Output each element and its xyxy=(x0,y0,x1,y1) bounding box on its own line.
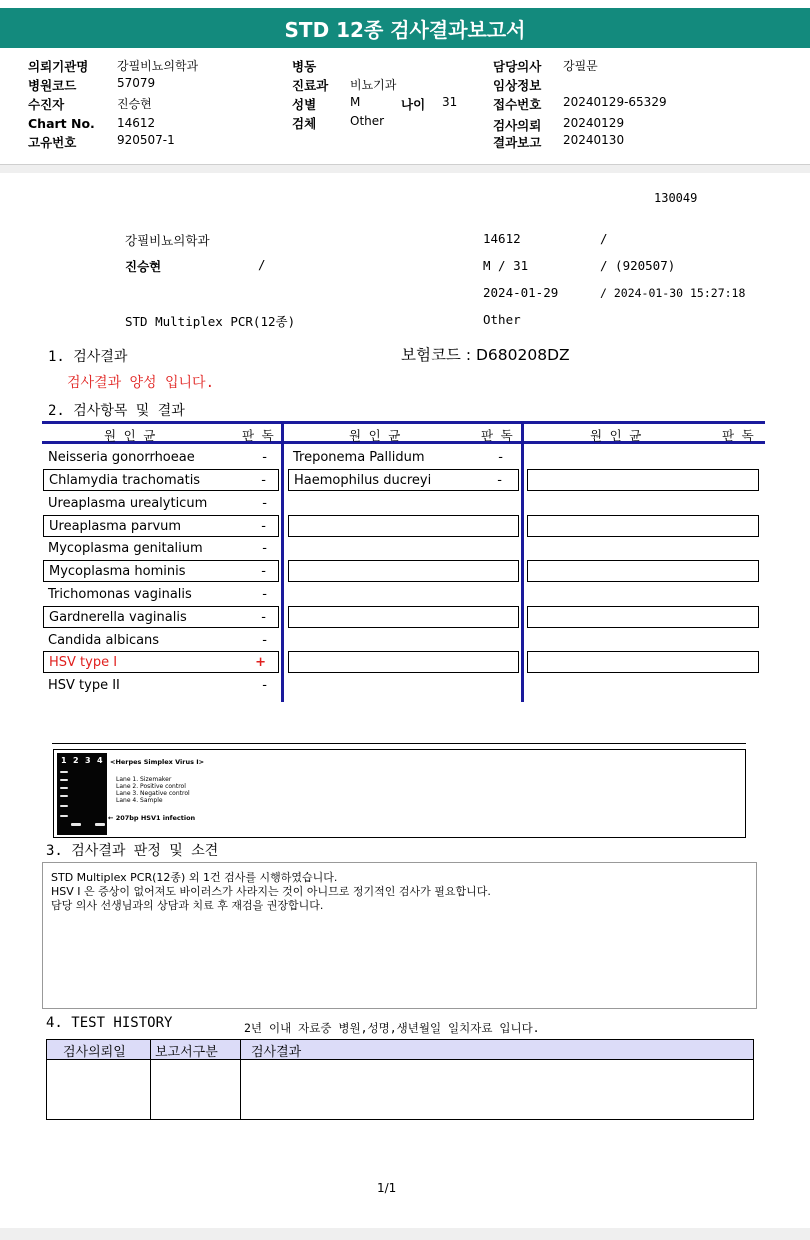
result-message: 검사결과 양성 입니다. xyxy=(67,375,215,391)
history-header-row xyxy=(47,1040,753,1060)
gel-title: <Herpes Simplex Virus I> xyxy=(110,758,205,766)
gel-legend: Lane 2. Positive control xyxy=(116,783,186,790)
pathogen-name: HSV type I xyxy=(49,654,118,670)
report-birth: / (920507) xyxy=(600,258,676,273)
pathogen-result: - xyxy=(261,563,266,579)
report-patient: 진승현 xyxy=(125,259,162,274)
patient-value: 진승현 xyxy=(117,97,152,111)
pathogen-name: Trichomonas vaginalis xyxy=(48,586,192,602)
report-request-date: 2024-01-29 xyxy=(483,285,559,300)
ladder-band xyxy=(60,795,68,797)
chart-value: 14612 xyxy=(117,116,156,130)
sex-value: M xyxy=(350,95,361,109)
section-3-title: 3. 검사결과 판정 및 소견 xyxy=(46,843,219,859)
receipt-value: 20240129-65329 xyxy=(563,95,667,109)
column-divider xyxy=(521,422,524,702)
hospital-label: 의뢰기관명 xyxy=(28,59,89,74)
pathogen-name: Neisseria gonorrhoeae xyxy=(48,449,195,465)
report-slash: / xyxy=(600,231,608,246)
doctor-label: 담당의사 xyxy=(493,59,542,74)
history-column-divider xyxy=(150,1040,151,1119)
specimen-label: 검체 xyxy=(292,116,317,131)
specimen-value: Other xyxy=(350,114,385,128)
ladder-band xyxy=(60,787,68,789)
age-label: 나이 xyxy=(401,97,426,112)
result-row-positive xyxy=(43,651,279,673)
comment-line: HSV I 은 증상이 없어져도 바이러스가 사라지는 것이 아니므로 정기적인 검사가 필요합니다. xyxy=(51,885,491,898)
col-pathogen-header: 원 인 균 xyxy=(104,428,156,443)
report-date-value: 20240130 xyxy=(563,133,625,147)
history-note: 2년 이내 자료중 병원,성명,생년월일 일치자료 입니다. xyxy=(244,1021,540,1035)
result-row xyxy=(43,629,279,651)
result-row xyxy=(43,674,279,696)
column-divider xyxy=(281,422,284,702)
result-row xyxy=(43,515,279,537)
lane-label: 1 xyxy=(61,756,67,765)
ladder-band xyxy=(60,771,68,773)
section-4-title: 4. TEST HISTORY xyxy=(46,1015,173,1031)
insurance-code: 보험코드 : D680208DZ xyxy=(401,346,570,364)
divider-line xyxy=(52,743,746,744)
empty-row xyxy=(527,606,759,628)
result-row xyxy=(43,537,279,559)
pathogen-result: - xyxy=(498,449,503,465)
hospital-code-value: 57079 xyxy=(117,76,156,90)
result-row xyxy=(43,606,279,628)
ladder-band xyxy=(60,815,68,817)
empty-row xyxy=(288,515,519,537)
page-number: 1/1 xyxy=(377,1181,397,1195)
hospital-value: 강필비뇨의학과 xyxy=(117,59,199,73)
history-col-date: 검사의뢰일 xyxy=(63,1045,126,1060)
pathogen-name: Mycoplasma hominis xyxy=(49,563,186,579)
comment-box xyxy=(42,862,757,1009)
result-row xyxy=(288,446,519,468)
lane-label: 2 xyxy=(73,756,79,765)
hospital-code-label: 병원코드 xyxy=(28,78,77,93)
pathogen-result: - xyxy=(262,586,267,602)
request-value: 20240129 xyxy=(563,116,625,130)
positive-band xyxy=(71,823,81,826)
pathogen-result: - xyxy=(262,449,267,465)
report-datetime: / 2024-01-30 15:27:18 xyxy=(600,286,746,300)
comment-line: STD Multiplex PCR(12종) 외 1건 검사를 시행하였습니다. xyxy=(51,871,338,884)
pathogen-name: Candida albicans xyxy=(48,632,160,648)
history-table xyxy=(46,1039,754,1120)
comment-line: 담당 의사 선생님과의 상담과 치료 후 재검을 권장합니다. xyxy=(51,899,324,912)
empty-row xyxy=(527,560,759,582)
pathogen-name: Chlamydia trachomatis xyxy=(49,472,201,488)
section-2-title: 2. 검사항목 및 결과 xyxy=(48,403,185,419)
result-row xyxy=(43,469,279,491)
report-specimen: Other xyxy=(483,312,521,327)
empty-row xyxy=(527,469,759,491)
gel-electrophoresis-image xyxy=(57,753,107,835)
pathogen-name: Ureaplasma parvum xyxy=(49,518,182,534)
dept-value: 비뇨기과 xyxy=(350,78,397,92)
pathogen-name: Treponema Pallidum xyxy=(293,449,425,465)
section-1-title: 1. 검사결과 xyxy=(48,349,128,365)
request-label: 검사의뢰 xyxy=(493,118,542,133)
sex-label: 성별 xyxy=(292,97,317,112)
patient-info-block xyxy=(0,50,810,165)
gel-legend: Lane 1. Sizemaker xyxy=(116,776,172,783)
pathogen-name: HSV type II xyxy=(48,677,120,693)
report-slash-2: / xyxy=(258,257,266,272)
report-date-label: 결과보고 xyxy=(493,135,542,150)
receipt-label: 접수번호 xyxy=(493,97,542,112)
unique-value: 920507-1 xyxy=(117,133,175,147)
result-row xyxy=(43,446,279,468)
dept-label: 진료과 xyxy=(292,78,329,93)
result-row xyxy=(288,469,519,491)
col-pathogen-header: 원 인 균 xyxy=(590,428,642,443)
report-test-name: STD Multiplex PCR(12종) xyxy=(125,314,296,329)
pathogen-result: - xyxy=(262,540,267,556)
ladder-band xyxy=(60,805,68,807)
history-col-result: 검사결과 xyxy=(251,1045,302,1060)
result-row xyxy=(43,560,279,582)
chart-label: Chart No. xyxy=(28,116,95,131)
report-code: 130049 xyxy=(654,191,698,205)
age-value: 31 xyxy=(442,95,458,109)
result-row xyxy=(43,583,279,605)
pathogen-result: - xyxy=(261,518,266,534)
report-title: STD 12종 검사결과보고서 xyxy=(0,8,810,48)
separator-band xyxy=(0,165,810,173)
pathogen-name: Gardnerella vaginalis xyxy=(49,609,187,625)
results-grid-header xyxy=(42,421,765,444)
gel-legend: Lane 4. Sample xyxy=(116,797,163,804)
ladder-band xyxy=(60,779,68,781)
sample-band xyxy=(95,823,105,826)
pathogen-name: Mycoplasma genitalium xyxy=(48,540,203,556)
doctor-value: 강필문 xyxy=(563,59,598,73)
lane-label: 4 xyxy=(97,756,103,765)
report-chart: 14612 xyxy=(483,231,521,246)
patient-label: 수진자 xyxy=(28,97,65,112)
empty-row xyxy=(527,651,759,673)
lane-label: 3 xyxy=(85,756,91,765)
pathogen-result: - xyxy=(262,632,267,648)
result-row xyxy=(43,492,279,514)
col-result-header: 판 독 xyxy=(242,428,274,443)
gel-annotation: ← 207bp HSV1 infection xyxy=(108,814,196,822)
ward-label: 병동 xyxy=(292,59,317,74)
bottom-band xyxy=(0,1228,810,1240)
pathogen-name: Haemophilus ducreyi xyxy=(294,472,432,488)
history-col-type: 보고서구분 xyxy=(155,1045,218,1060)
col-pathogen-header: 원 인 균 xyxy=(349,428,401,443)
empty-row xyxy=(527,515,759,537)
pathogen-result: - xyxy=(261,609,266,625)
pathogen-result: - xyxy=(262,677,267,693)
history-column-divider xyxy=(240,1040,241,1119)
empty-row xyxy=(288,560,519,582)
col-result-header: 판 독 xyxy=(481,428,513,443)
clinical-label: 임상정보 xyxy=(493,78,542,93)
pathogen-result: + xyxy=(255,654,266,670)
pathogen-result: - xyxy=(262,495,267,511)
unique-label: 고유번호 xyxy=(28,135,77,150)
gel-legend: Lane 3. Negative control xyxy=(116,790,190,797)
pathogen-result: - xyxy=(261,472,266,488)
report-hospital: 강필비뇨의학과 xyxy=(125,233,210,248)
pathogen-result: - xyxy=(497,472,502,488)
empty-row xyxy=(288,651,519,673)
empty-row xyxy=(288,606,519,628)
col-result-header: 판 독 xyxy=(722,428,754,443)
report-sex-age: M / 31 xyxy=(483,258,529,273)
pathogen-name: Ureaplasma urealyticum xyxy=(48,495,208,511)
